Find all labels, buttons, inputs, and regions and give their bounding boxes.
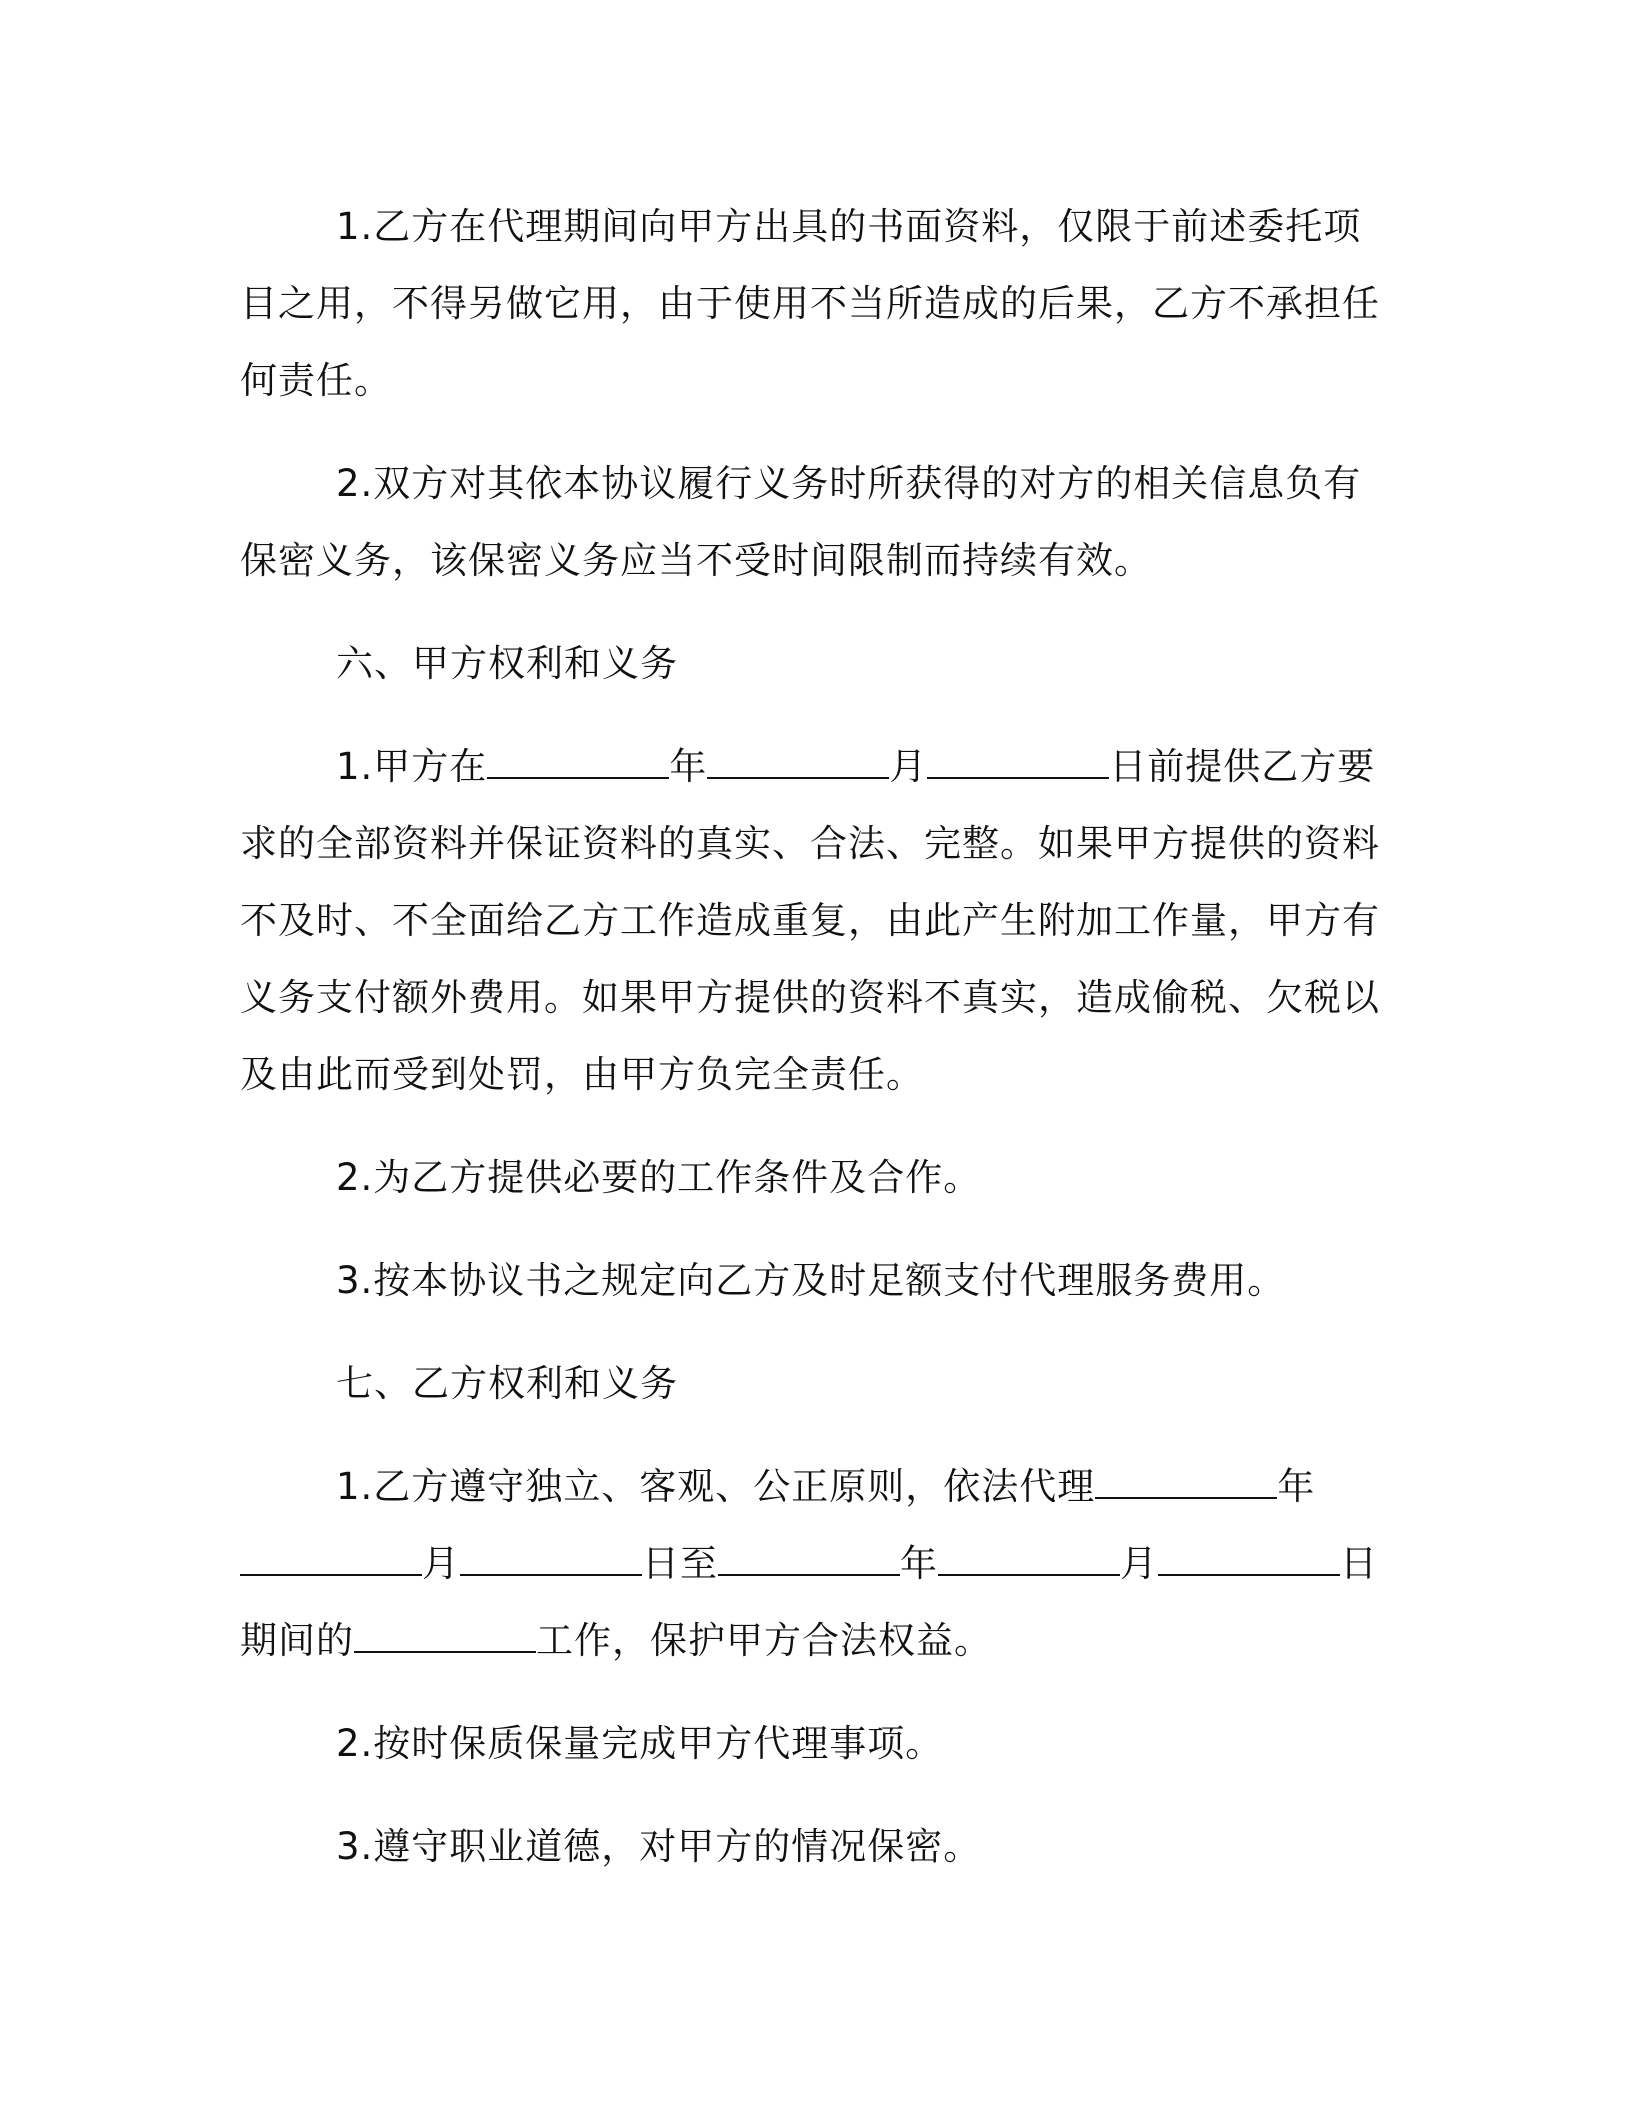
clause-7-1-text-b: 年	[1277, 1465, 1316, 1508]
paragraph-spacer	[240, 1679, 1380, 1705]
clause-6-2: 2.为乙方提供必要的工作条件及合作。	[336, 1156, 982, 1199]
clause-7-3: 3.遵守职业道德，对甲方的情况保密。	[336, 1825, 982, 1868]
fill-in-blank	[707, 747, 889, 779]
clause-6-1-text-a: 1.甲方在	[336, 745, 488, 788]
clause-6-3: 3.按本协议书之规定向乙方及时足额支付代理服务费用。	[336, 1259, 1286, 1302]
paragraph-spacer	[240, 419, 1380, 445]
fill-in-blank	[240, 1544, 422, 1576]
fill-in-blank	[1095, 1467, 1277, 1499]
clause-5-2: 2.双方对其依本协议履行义务时所获得的对方的相关信息负有保密义务，该保密义务应当不受时间限制而持续有效。	[240, 462, 1362, 582]
fill-in-blank	[354, 1621, 536, 1653]
paragraph-spacer	[240, 1782, 1380, 1808]
paragraph-spacer	[240, 702, 1380, 728]
clause-7-1	[240, 1448, 1380, 1679]
clause-5-1: 1.乙方在代理期间向甲方出具的书面资料，仅限于前述委托项目之用，不得另做它用，由于使用不当所造成的后果，乙方不承担任何责任。	[240, 205, 1380, 402]
paragraph-spacer	[240, 1216, 1380, 1242]
clause-7-1-text-d: 日至	[642, 1542, 718, 1585]
paragraph-spacer	[240, 1113, 1380, 1139]
paragraph-spacer	[240, 599, 1380, 625]
clause-7-1-text-g: 日期间的	[240, 1542, 1378, 1662]
paragraph-spacer	[240, 1319, 1380, 1345]
fill-in-blank	[487, 747, 669, 779]
fill-in-blank	[460, 1544, 642, 1576]
fill-in-blank	[718, 1544, 900, 1576]
clause-7-1-text-h: 工作，保护甲方合法权益。	[536, 1619, 992, 1662]
section-heading-7: 七、乙方权利和义务	[336, 1362, 678, 1405]
clause-7-1-text-e: 年	[900, 1542, 938, 1585]
paragraph-spacer	[240, 1422, 1380, 1448]
section-heading-6: 六、甲方权利和义务	[336, 642, 678, 685]
fill-in-blank	[927, 747, 1109, 779]
document-body	[240, 188, 1380, 1885]
clause-7-1-text-c: 月	[422, 1542, 460, 1585]
fill-in-blank	[1158, 1544, 1340, 1576]
clause-6-1	[240, 728, 1380, 1113]
clause-7-1-text-f: 月	[1120, 1542, 1158, 1585]
clause-6-1-text-c: 月	[889, 745, 928, 788]
fill-in-blank	[938, 1544, 1120, 1576]
clause-7-2: 2.按时保质保量完成甲方代理事项。	[336, 1722, 944, 1765]
clause-6-1-text-d: 日前提供乙方要求的全部资料并保证资料的真实、合法、完整。如果甲方提供的资料不及时、不全面给乙方工作造成重复，由此产生附加工作量，甲方有义务支付额外费用。如果甲方提供的资料不真实，造成偷税、欠税以及由此而受到处罚，由甲方负完全责任。	[240, 745, 1380, 1096]
clause-7-1-text-a: 1.乙方遵守独立、客观、公正原则，依法代理	[336, 1465, 1096, 1508]
clause-6-1-text-b: 年	[669, 745, 708, 788]
